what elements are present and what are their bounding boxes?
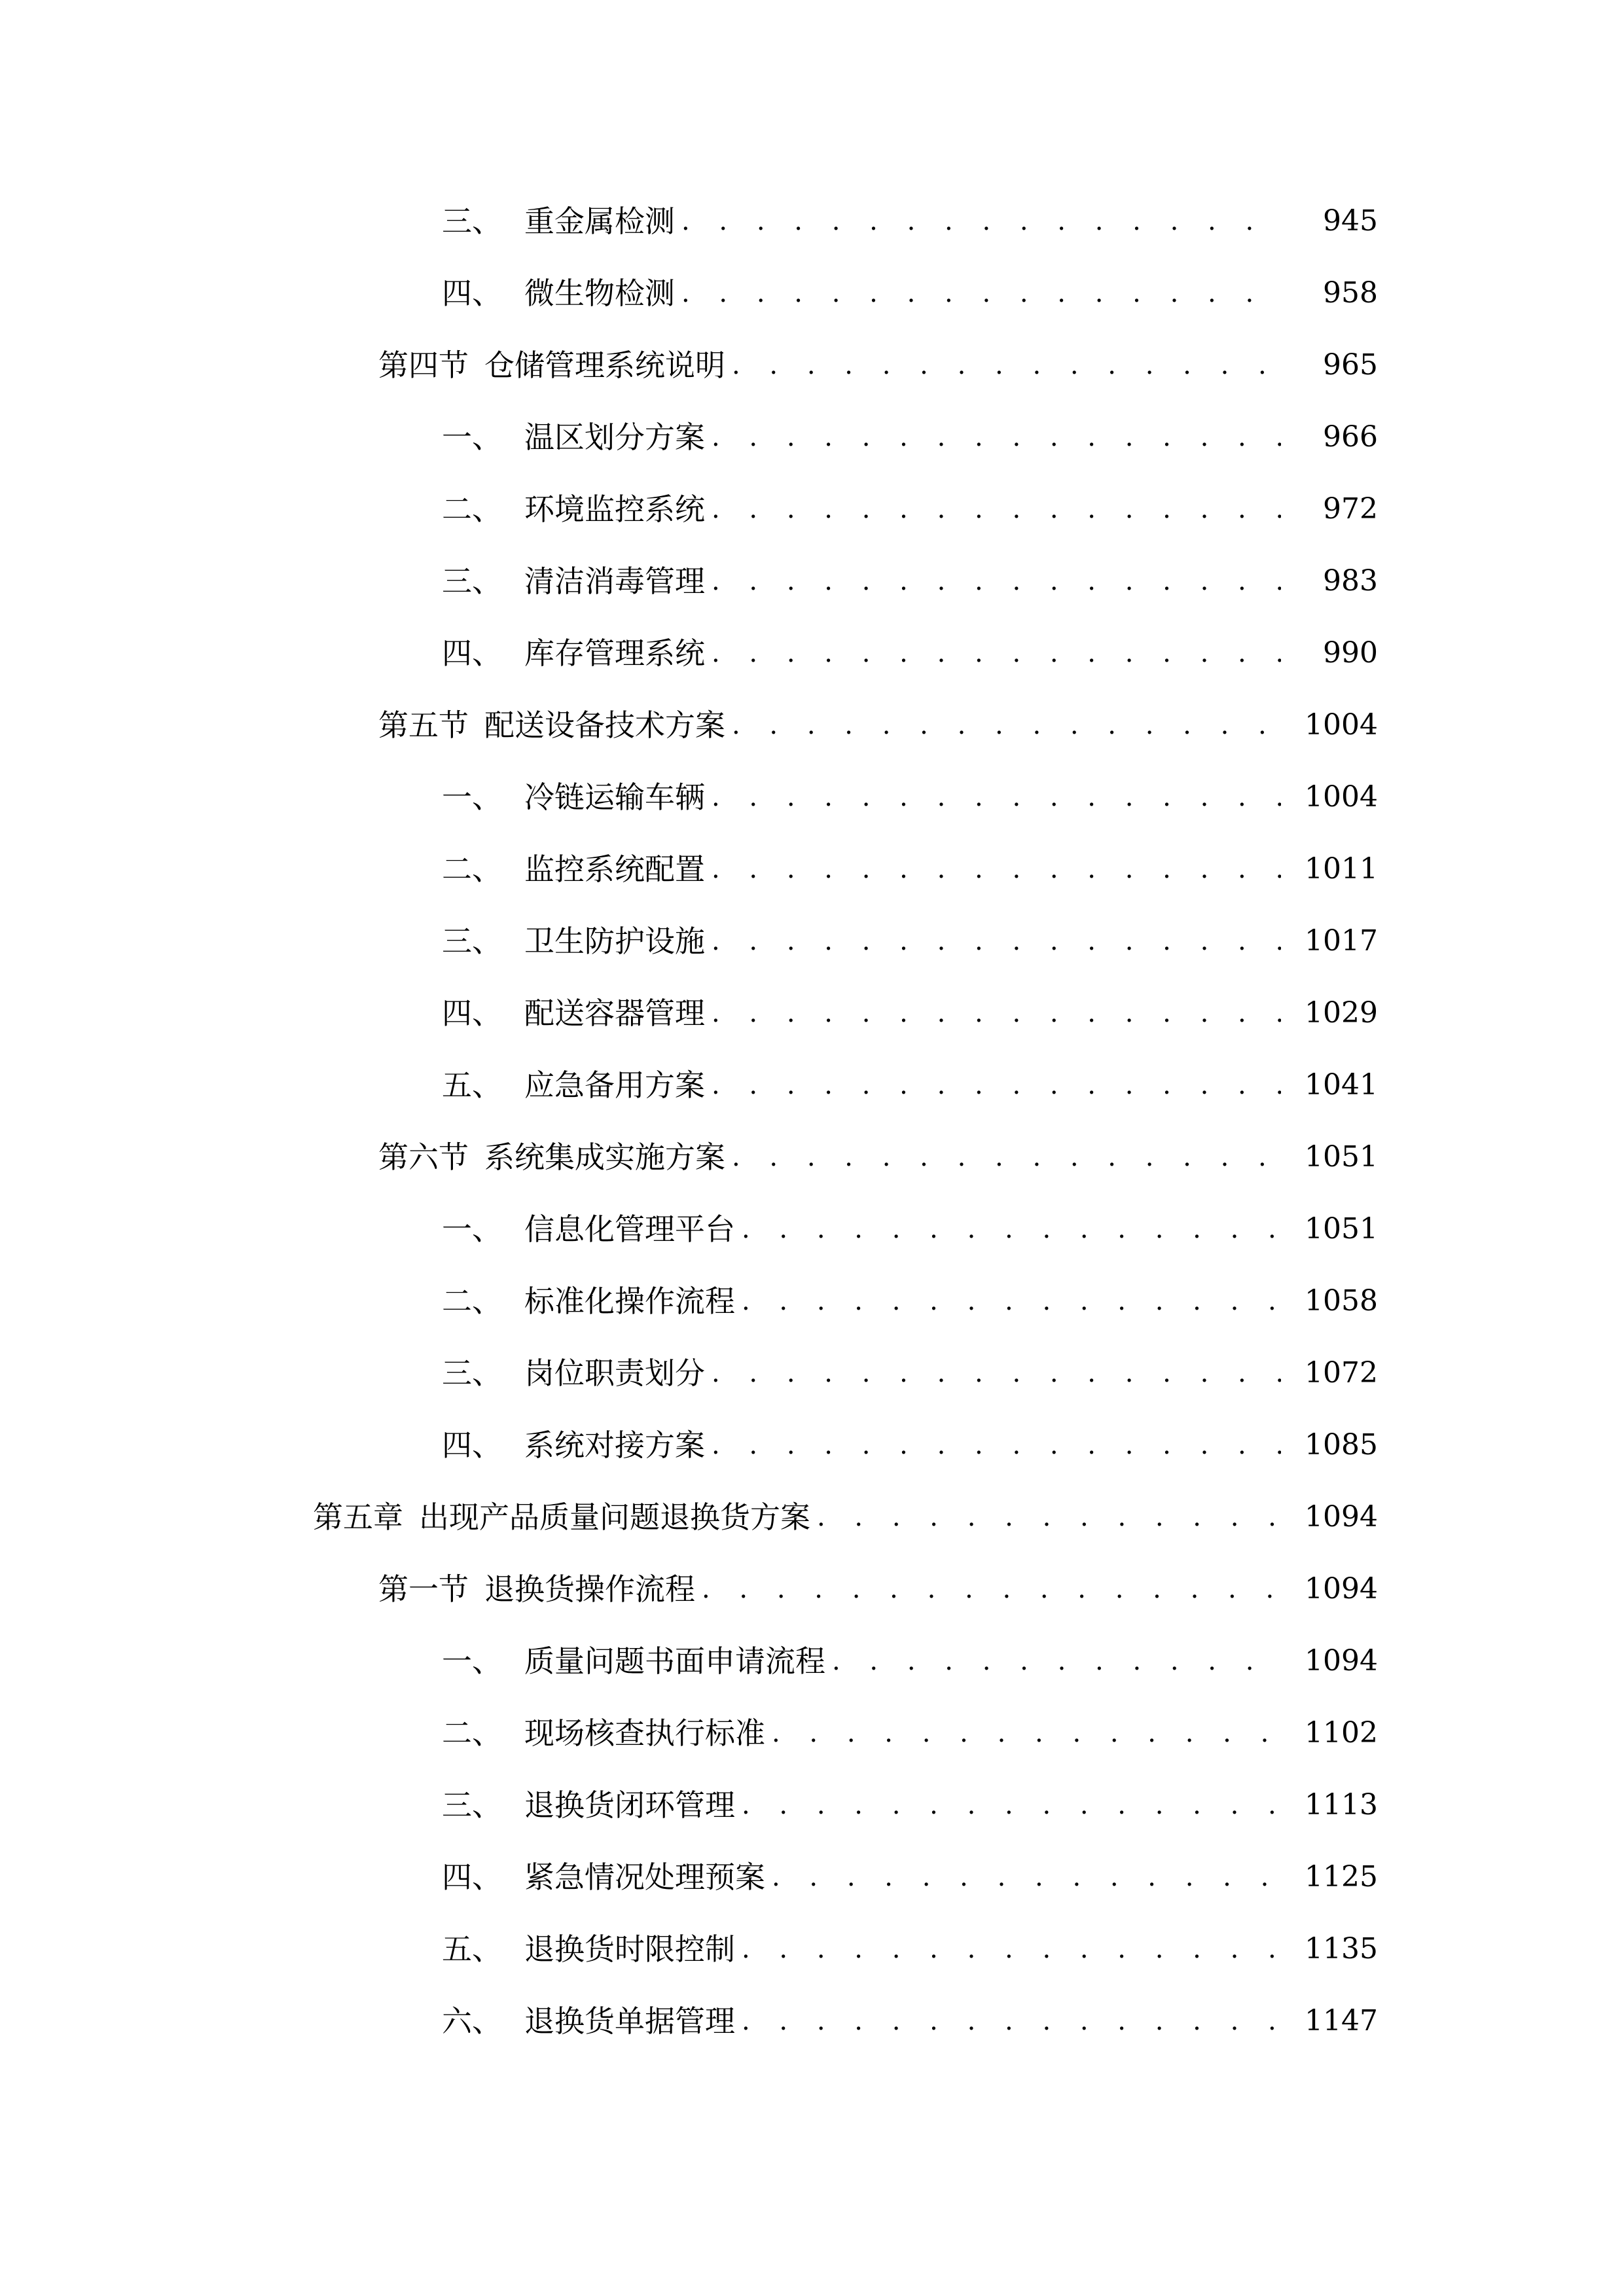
toc-entry-number: 二、 — [442, 1283, 502, 1319]
toc-entry[interactable] — [0, 1841, 1624, 1913]
toc-entry[interactable] — [0, 1337, 1624, 1409]
toc-entry-label — [442, 202, 675, 241]
toc-entry-title: 退换货闭环管理 — [524, 1787, 735, 1823]
toc-entry[interactable] — [0, 257, 1624, 329]
toc-entry-title: 冷链运输车辆 — [524, 780, 705, 815]
toc-entry-label — [378, 1570, 695, 1609]
toc-dot-leader — [712, 634, 1281, 673]
toc-entry-number: 三、 — [442, 564, 502, 599]
toc-page-number: 1041 — [1305, 1068, 1378, 1102]
toc-entry-number: 六、 — [442, 2003, 502, 2039]
toc-entry-label — [378, 706, 725, 745]
toc-entry-label — [442, 1929, 735, 1969]
toc-entry-number: 四、 — [442, 636, 502, 671]
toc-entry-number: 第四节 — [378, 348, 469, 383]
toc-entry[interactable] — [0, 905, 1624, 977]
toc-dot-leader — [712, 1426, 1281, 1465]
toc-entry-number: 三、 — [442, 204, 502, 239]
toc-page-number: 1094 — [1305, 1572, 1378, 1605]
toc-entry-label — [442, 778, 705, 817]
toc-page-number: 1147 — [1305, 2004, 1378, 2037]
toc-entry-label — [442, 1282, 735, 1321]
toc-entry-number: 四、 — [442, 1859, 502, 1895]
toc-entry-title: 配送设备技术方案 — [484, 708, 725, 743]
toc-dot-leader — [742, 1785, 1281, 1825]
toc-entry-number: 二、 — [442, 1715, 502, 1751]
toc-dot-leader — [742, 1282, 1281, 1321]
toc-entry[interactable] — [0, 977, 1624, 1049]
toc-entry-title: 重金属检测 — [524, 204, 675, 239]
toc-entry-label — [442, 994, 705, 1033]
toc-entry-label — [442, 1713, 765, 1753]
toc-entry-title: 监控系统配置 — [524, 852, 705, 887]
toc-entry[interactable] — [0, 1265, 1624, 1337]
toc-entry[interactable] — [0, 1625, 1624, 1697]
toc-entry-label — [442, 1641, 825, 1681]
toc-entry-label — [442, 2001, 735, 2041]
toc-entry-number: 第一节 — [378, 1571, 469, 1607]
toc-entry-number: 第五章 — [313, 1499, 403, 1535]
toc-entry-title: 环境监控系统 — [524, 492, 705, 527]
toc-dot-leader — [712, 418, 1281, 457]
toc-entry-label — [442, 418, 705, 457]
toc-entry[interactable] — [0, 1121, 1624, 1193]
toc-entry-title: 信息化管理平台 — [524, 1211, 735, 1247]
toc-page-number: 1072 — [1305, 1356, 1378, 1390]
toc-entry-label — [442, 1426, 705, 1465]
toc-entry[interactable] — [0, 185, 1624, 257]
toc-entry-label — [442, 562, 705, 601]
toc-entry-title: 库存管理系统 — [524, 636, 705, 671]
toc-dot-leader — [712, 490, 1281, 529]
toc-entry-title: 质量问题书面申请流程 — [524, 1643, 825, 1679]
toc-dot-leader — [681, 202, 1281, 241]
table-of-contents — [0, 185, 1624, 2057]
toc-entry-title: 退换货时限控制 — [524, 1931, 735, 1967]
toc-entry[interactable] — [0, 689, 1624, 761]
toc-entry[interactable] — [0, 1697, 1624, 1769]
toc-dot-leader — [742, 2001, 1281, 2041]
toc-dot-leader — [712, 850, 1281, 889]
toc-entry[interactable] — [0, 1409, 1624, 1481]
toc-entry[interactable] — [0, 1049, 1624, 1121]
toc-entry-title: 退换货操作流程 — [484, 1571, 695, 1607]
toc-page-number: 1058 — [1305, 1284, 1378, 1318]
toc-entry-label — [442, 922, 705, 961]
toc-dot-leader — [712, 778, 1281, 817]
toc-page-number: 1094 — [1305, 1644, 1378, 1677]
toc-page-number: 1011 — [1305, 852, 1378, 886]
toc-page-number: 1125 — [1305, 1860, 1378, 1893]
toc-dot-leader — [742, 1210, 1281, 1249]
toc-entry-number: 一、 — [442, 1643, 502, 1679]
toc-entry-title: 现场核查执行标准 — [524, 1715, 765, 1751]
toc-page-number: 958 — [1323, 276, 1378, 310]
toc-entry-number: 五、 — [442, 1067, 502, 1103]
toc-entry-label — [442, 850, 705, 889]
toc-dot-leader — [772, 1713, 1281, 1753]
toc-dot-leader — [732, 1138, 1281, 1177]
toc-entry-title: 清洁消毒管理 — [524, 564, 705, 599]
toc-entry-number: 三、 — [442, 1355, 502, 1391]
toc-dot-leader — [817, 1498, 1281, 1537]
toc-entry-label — [442, 274, 675, 313]
toc-entry-title: 仓储管理系统说明 — [484, 348, 725, 383]
toc-entry[interactable] — [0, 329, 1624, 401]
toc-entry[interactable] — [0, 833, 1624, 905]
toc-dot-leader — [732, 346, 1281, 385]
toc-entry-label — [442, 1210, 735, 1249]
toc-page-number: 1017 — [1305, 924, 1378, 958]
toc-entry-number: 三、 — [442, 924, 502, 959]
toc-dot-leader — [712, 562, 1281, 601]
toc-dot-leader — [702, 1570, 1281, 1609]
toc-page-number: 1102 — [1305, 1716, 1378, 1749]
toc-entry-number: 三、 — [442, 1787, 502, 1823]
toc-entry-title: 微生物检测 — [524, 276, 675, 311]
toc-entry-title: 温区划分方案 — [524, 420, 705, 455]
toc-entry-label — [442, 634, 705, 673]
toc-dot-leader — [732, 706, 1281, 745]
toc-entry[interactable] — [0, 1481, 1624, 1553]
toc-dot-leader — [712, 1066, 1281, 1105]
toc-page-number: 966 — [1323, 420, 1378, 454]
toc-entry-label — [378, 346, 725, 385]
toc-entry-title: 应急备用方案 — [524, 1067, 705, 1103]
toc-page-number: 1051 — [1305, 1212, 1378, 1246]
toc-dot-leader — [712, 922, 1281, 961]
toc-entry-number: 第六节 — [378, 1139, 469, 1175]
toc-entry-number: 二、 — [442, 852, 502, 887]
toc-entry-title: 岗位职责划分 — [524, 1355, 705, 1391]
toc-page-number: 965 — [1323, 348, 1378, 382]
toc-entry-number: 第五节 — [378, 708, 469, 743]
toc-entry-title: 卫生防护设施 — [524, 924, 705, 959]
toc-dot-leader — [712, 1354, 1281, 1393]
toc-entry-label — [442, 1354, 705, 1393]
toc-dot-leader — [772, 1857, 1281, 1897]
toc-entry-title: 紧急情况处理预案 — [524, 1859, 765, 1895]
toc-dot-leader — [742, 1929, 1281, 1969]
toc-entry-number: 四、 — [442, 276, 502, 311]
toc-entry[interactable] — [0, 1769, 1624, 1841]
toc-entry[interactable] — [0, 1193, 1624, 1265]
toc-entry-title: 退换货单据管理 — [524, 2003, 735, 2039]
toc-page-number: 1113 — [1305, 1788, 1378, 1821]
toc-dot-leader — [681, 274, 1281, 313]
toc-page-number: 972 — [1323, 492, 1378, 526]
toc-entry[interactable] — [0, 401, 1624, 473]
toc-entry[interactable] — [0, 473, 1624, 545]
toc-page-number: 983 — [1323, 564, 1378, 598]
toc-entry-label — [442, 490, 705, 529]
toc-entry-label — [313, 1498, 810, 1537]
toc-entry-number: 一、 — [442, 420, 502, 455]
toc-entry[interactable] — [0, 1913, 1624, 1985]
toc-entry[interactable] — [0, 761, 1624, 833]
toc-page-number: 1051 — [1305, 1140, 1378, 1174]
toc-entry-number: 四、 — [442, 1427, 502, 1463]
toc-page-number: 1135 — [1305, 1932, 1378, 1965]
toc-page-number: 1004 — [1305, 708, 1378, 742]
toc-dot-leader — [832, 1641, 1281, 1681]
toc-entry[interactable] — [0, 1985, 1624, 2057]
toc-entry-label — [442, 1785, 735, 1825]
toc-page-number: 1029 — [1305, 996, 1378, 1030]
toc-entry-number: 五、 — [442, 1931, 502, 1967]
toc-entry-title: 系统集成实施方案 — [484, 1139, 725, 1175]
toc-page-number: 1004 — [1305, 780, 1378, 814]
toc-entry-label — [442, 1857, 765, 1897]
toc-entry-label — [442, 1066, 705, 1105]
toc-page-number: 945 — [1323, 204, 1378, 238]
toc-entry-title: 标准化操作流程 — [524, 1283, 735, 1319]
toc-page-number: 990 — [1323, 636, 1378, 670]
toc-page-number: 1085 — [1305, 1428, 1378, 1462]
toc-entry-title: 配送容器管理 — [524, 996, 705, 1031]
toc-entry-title: 系统对接方案 — [524, 1427, 705, 1463]
toc-entry-number: 四、 — [442, 996, 502, 1031]
toc-page-number: 1094 — [1305, 1500, 1378, 1534]
toc-entry-number: 一、 — [442, 780, 502, 815]
toc-entry-number: 一、 — [442, 1211, 502, 1247]
toc-entry[interactable] — [0, 1553, 1624, 1625]
toc-entry-label — [378, 1138, 725, 1177]
toc-entry-number: 二、 — [442, 492, 502, 527]
toc-entry[interactable] — [0, 617, 1624, 689]
toc-dot-leader — [712, 994, 1281, 1033]
toc-entry-title: 出现产品质量问题退换货方案 — [419, 1499, 810, 1535]
toc-entry[interactable] — [0, 545, 1624, 617]
